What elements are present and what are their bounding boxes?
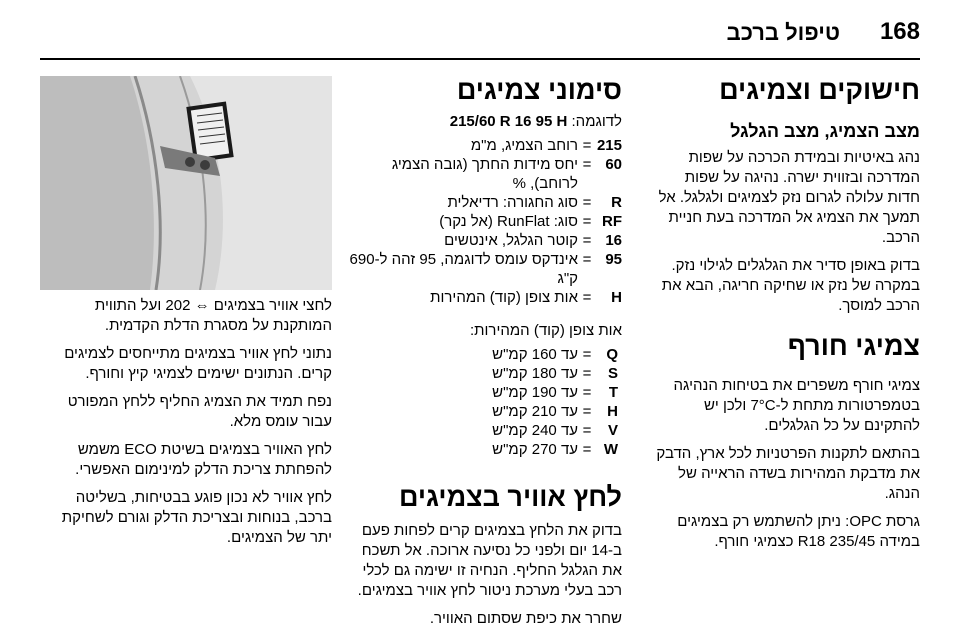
paragraph: בדוק באופן סדיר את הגלגלים לגילוי נזק. במקרה של נזק או שחיקה חריגה, הבא את הרכב למוסך.	[661, 257, 920, 314]
subheading-tire-condition: מצב הצמיג, מצב הגלגל	[730, 121, 920, 141]
paragraph: לחץ אוויר לא נכון פוגע בבטיחות, בשליטה ברכב, בנוחות ובצריכת הדלק וגורם לשחיקת יתר של הצמיגים.	[61, 489, 332, 546]
door-pillar-illustration	[40, 76, 332, 290]
speed-code: S	[607, 365, 618, 382]
speed-row	[340, 345, 622, 364]
example-label: לדוגמה:	[571, 113, 622, 130]
paragraph: נהג באיטיות ובמידת הכרכה על שפות המדרכה ובזווית ישרה. נהיגה על שפות חדות עלולה לגרום נזק לצמיגים ולגלגל. אל תמעך את הצמיג אל המדרכה בעת חניית הרכב.	[658, 149, 920, 246]
speed-row	[340, 364, 622, 383]
example-value: 215/60 R 16 95 H	[449, 113, 568, 130]
speed-row	[340, 402, 622, 421]
speed-row	[340, 383, 622, 402]
equals-sign: =	[582, 137, 592, 154]
speed-desc: עד 190 קמ"ש	[492, 384, 578, 401]
equals-sign: =	[582, 232, 592, 249]
speed-desc: עד 180 קמ"ש	[492, 365, 578, 382]
speed-code: W	[603, 441, 618, 458]
section-heading-tire-designations: סימוני צמיגים	[456, 75, 622, 105]
designation-row	[340, 193, 622, 212]
example-line	[340, 112, 622, 132]
designation-row	[340, 212, 622, 231]
equals-sign: =	[582, 365, 592, 382]
speed-code: V	[607, 422, 618, 439]
section-heading-rims-tires: חישוקים וצמיגים	[719, 75, 920, 105]
paragraph: נתוני לחץ אוויר בצמיגים מתייחסים לצמיגים קרים. הנתונים ישימים לצמיגי קיץ וחורף.	[64, 345, 332, 382]
middle-column	[340, 74, 622, 637]
designation-code: R	[611, 194, 622, 211]
right-column	[650, 74, 920, 560]
equals-sign: =	[582, 289, 592, 306]
equals-sign: =	[582, 213, 592, 230]
running-title: טיפול ברכב	[726, 20, 840, 45]
page-number: 168	[879, 18, 920, 45]
paragraph: לחץ האוויר בצמיגים בשיטת ECO משמש להפחתת צריכת הדלק למינימום האפשרי.	[75, 441, 332, 478]
speed-row	[340, 440, 622, 459]
equals-sign: =	[582, 422, 592, 439]
speed-code: Q	[606, 346, 618, 363]
designation-row	[340, 136, 622, 155]
speed-desc: עד 210 קמ"ש	[492, 403, 578, 420]
designation-list	[340, 136, 622, 307]
speed-desc: עד 160 קמ"ש	[492, 346, 578, 363]
designation-code: H	[611, 289, 622, 306]
section-heading-winter-tires: צמיגי חורף	[787, 331, 920, 361]
equals-sign: =	[582, 441, 592, 458]
equals-sign: =	[582, 251, 592, 268]
paragraph: נפח תמיד את הצמיג החליף ללחץ המפורט עבור עומס מלא.	[67, 393, 332, 430]
designation-desc: סוג החגורה: רדיאלית	[447, 194, 578, 211]
designation-code: RF	[602, 213, 622, 230]
paragraph: גרסת OPC: ניתן להשתמש רק בצמיגים במידה 235/45 R18 כצמיגי חורף.	[677, 513, 920, 550]
speed-code: H	[607, 403, 618, 420]
left-column-text	[40, 296, 332, 556]
designation-code: 215	[596, 137, 622, 154]
speed-row	[340, 421, 622, 440]
door-sticker-photo	[40, 76, 332, 290]
equals-sign: =	[582, 156, 592, 173]
designation-desc: קוטר הגלגל, אינטשים	[444, 232, 578, 249]
designation-row	[340, 155, 622, 193]
designation-desc: סוג: RunFlat (אל נקר)	[439, 213, 578, 230]
designation-desc: רוחב הצמיג, מ"מ	[470, 137, 578, 154]
designation-desc: אינדקס עומס לדוגמה, 95 זהה ל-690 ק"ג	[349, 251, 578, 287]
page-header	[0, 12, 960, 52]
speed-code: T	[608, 384, 618, 401]
designation-code: 60	[605, 156, 622, 173]
header-rule	[40, 58, 920, 60]
speed-desc: עד 270 קמ"ש	[492, 441, 578, 458]
designation-code: 95	[605, 251, 622, 268]
paragraph: בדוק את הלחץ בצמיגים קרים לפחות פעם ב-14 יום ולפני כל נסיעה ארוכה. אל תשכח את הגלגל החליף. הנחיה זו ישימה גם לכלי רכב בעלי מערכת ניטור לחץ אוויר בצמיגים.	[357, 522, 622, 599]
speed-desc: עד 240 קמ"ש	[492, 422, 578, 439]
equals-sign: =	[582, 403, 592, 420]
designation-row	[340, 250, 622, 288]
equals-sign: =	[582, 194, 592, 211]
paragraph: בהתאם לתקנות הפרטניות לכל ארץ, הדבק את מדבקת המהירות בשדה הראייה של הנהג.	[656, 445, 920, 502]
paragraph: צמיגי חורף משפרים את בטיחות הנהיגה בטמפרטורות מתחת ל-7°C ולכן יש להתקינם על כל הגלגלים.	[673, 377, 920, 434]
equals-sign: =	[582, 384, 592, 401]
section-heading-tire-pressure: לחץ אוויר בצמיגים	[398, 482, 622, 512]
designation-desc: יחס מידות החתך (גובה הצמיג לרוחב), %	[391, 156, 578, 192]
paragraph: לחצי אוויר בצמיגים ⇔ 202 ועל התווית המותקנת על מסגרת הדלת הקדמית.	[94, 297, 332, 334]
paragraph: שחרר את כיפת שסתום האוויר.	[429, 610, 622, 627]
designation-row	[340, 231, 622, 250]
speed-code-list	[340, 345, 622, 459]
designation-desc: אות צופן (קוד) המהירות	[430, 289, 578, 306]
speed-intro: אות צופן (קוד) המהירות:	[470, 322, 622, 339]
equals-sign: =	[582, 346, 592, 363]
designation-code: 16	[605, 232, 622, 249]
designation-row	[340, 288, 622, 307]
